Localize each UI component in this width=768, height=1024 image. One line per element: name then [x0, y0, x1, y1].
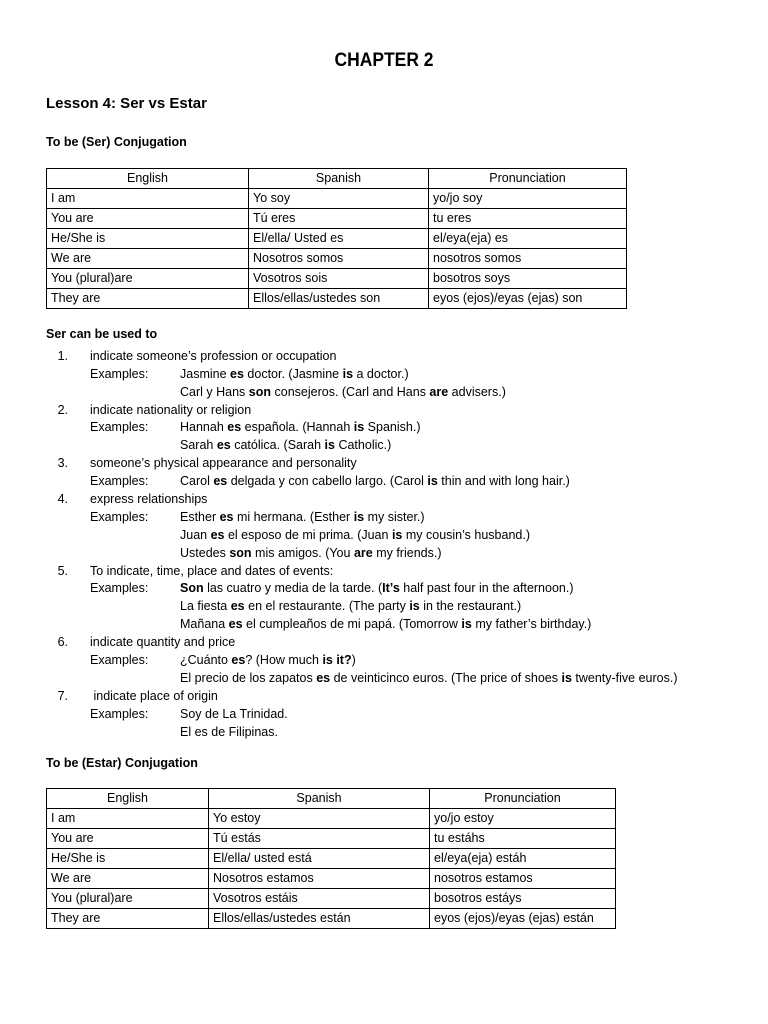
example-highlight: es: [219, 509, 234, 524]
cell-spanish: Ellos/ellas/ustedes están: [209, 909, 430, 929]
list-number: 6.: [57, 635, 68, 650]
examples-label: Examples:: [90, 653, 149, 668]
list-number: 3.: [57, 456, 68, 471]
header-spanish: Spanish: [209, 789, 430, 809]
estar-conjugation-table: [46, 788, 616, 929]
example-segment: Juan: [180, 527, 211, 542]
cell-spanish: El/ella/ usted está: [209, 849, 430, 869]
cell-spanish: Vosotros estáis: [209, 889, 430, 909]
example-highlight: es: [228, 617, 243, 632]
cell-pronunciation: el/eya(eja) estáh: [430, 849, 616, 869]
example-sentence: [180, 617, 591, 632]
example-segment: La fiesta: [180, 599, 231, 614]
table-row: [47, 249, 627, 269]
ser-uses-list: [46, 346, 746, 740]
example-segment: Carl y Hans: [180, 384, 249, 399]
example-segment: Mañana: [180, 617, 229, 632]
example-segment: el cumpleaños de mi papá. (Tomorrow: [242, 617, 462, 632]
cell-pronunciation: bosotros estáys: [430, 889, 616, 909]
examples-label: Examples:: [90, 706, 149, 721]
example-highlight: are: [429, 384, 449, 399]
example-highlight: is: [353, 509, 365, 524]
cell-english: We are: [47, 869, 209, 889]
example-row: [46, 614, 746, 632]
lesson-title: Lesson 4: Ser vs Estar: [46, 95, 207, 112]
examples-label: Examples:: [90, 509, 149, 524]
example-sentence: [180, 367, 409, 382]
cell-english: You (plural)are: [47, 889, 209, 909]
example-segment: in the restaurant.): [419, 599, 522, 614]
cell-pronunciation: eyos (ejos)/eyas (ejas) están: [430, 909, 616, 929]
example-sentence: [180, 707, 288, 722]
example-highlight: is: [324, 438, 335, 453]
list-item: [46, 489, 746, 507]
example-row: [46, 471, 746, 489]
example-segment: Sarah: [180, 438, 217, 453]
cell-pronunciation: tu eres: [429, 209, 627, 229]
example-row: [46, 382, 746, 400]
table-row: [47, 889, 616, 909]
example-row: [46, 650, 746, 668]
example-segment: en el restaurante. (The party: [244, 599, 410, 614]
example-highlight: is: [409, 599, 420, 614]
cell-pronunciation: nosotros estamos: [430, 869, 616, 889]
list-item: [46, 346, 746, 364]
table-row: [47, 289, 627, 309]
example-segment: a doctor.): [353, 366, 409, 381]
cell-english: You are: [47, 829, 209, 849]
header-english: English: [47, 789, 209, 809]
example-segment: twenty-five euros.): [571, 670, 678, 685]
table-row: [47, 229, 627, 249]
example-row: [46, 418, 746, 436]
table-row: [47, 869, 616, 889]
table-row: [47, 829, 616, 849]
example-sentence: [180, 385, 506, 400]
example-sentence: [180, 725, 278, 740]
chapter-title: CHAPTER 2: [334, 50, 434, 71]
example-segment: Spanish.): [364, 420, 421, 435]
cell-spanish: Yo soy: [249, 189, 429, 209]
example-segment: doctor. (Jasmine: [243, 366, 343, 381]
list-number: 4.: [57, 492, 68, 507]
list-item-text: indicate place of origin: [90, 688, 218, 703]
list-number: 1.: [57, 348, 68, 363]
cell-english: We are: [47, 249, 249, 269]
example-highlight: es: [213, 474, 228, 489]
example-segment: mi hermana. (Esther: [233, 509, 354, 524]
example-sentence: [180, 599, 521, 614]
example-sentence: [180, 581, 574, 596]
example-segment: Esther: [180, 509, 220, 524]
example-sentence: [180, 420, 420, 435]
list-number: 7.: [57, 688, 68, 703]
example-highlight: es: [230, 599, 245, 614]
examples-label: Examples:: [90, 366, 149, 381]
table-row: [47, 269, 627, 289]
example-segment: Hannah: [180, 420, 228, 435]
example-segment: El es de Filipinas.: [180, 724, 278, 739]
example-highlight: is: [461, 617, 472, 632]
cell-english: I am: [47, 809, 209, 829]
cell-pronunciation: bosotros soys: [429, 269, 627, 289]
example-row: [46, 722, 746, 740]
table-row: [47, 209, 627, 229]
cell-english: You are: [47, 209, 249, 229]
example-highlight: son: [248, 384, 272, 399]
cell-english: He/She is: [47, 229, 249, 249]
list-item: [46, 686, 746, 704]
example-sentence: [180, 474, 570, 489]
uses-title: Ser can be used to: [46, 327, 158, 341]
cell-spanish: Ellos/ellas/ustedes son: [249, 289, 429, 309]
example-sentence: [180, 671, 678, 686]
cell-english: You (plural)are: [47, 269, 249, 289]
cell-english: They are: [47, 909, 209, 929]
cell-pronunciation: tu estáhs: [430, 829, 616, 849]
estar-section-title: To be (Estar) Conjugation: [46, 756, 198, 770]
example-row: [46, 543, 746, 561]
header-english: English: [47, 169, 249, 189]
list-item: [46, 561, 746, 579]
cell-spanish: Nosotros somos: [249, 249, 429, 269]
example-row: [46, 435, 746, 453]
ser-conjugation-table: [46, 168, 627, 309]
examples-label: Examples:: [90, 474, 149, 489]
example-row: [46, 596, 746, 614]
example-sentence: [180, 528, 530, 543]
example-highlight: es: [316, 670, 331, 685]
example-sentence: [180, 546, 441, 561]
example-highlight: es: [230, 366, 244, 381]
table-row: [47, 809, 616, 829]
list-item-text: indicate quantity and price: [90, 635, 236, 650]
cell-pronunciation: yo/jo estoy: [430, 809, 616, 829]
example-segment: el esposo de mi prima. (Juan: [224, 527, 392, 542]
example-highlight: is: [342, 366, 354, 381]
example-row: [46, 525, 746, 543]
example-row: [46, 704, 746, 722]
example-segment: española. (Hannah: [241, 420, 354, 435]
header-spanish: Spanish: [249, 169, 429, 189]
cell-spanish: Tú eres: [249, 209, 429, 229]
table-row: [47, 849, 616, 869]
example-sentence: [180, 510, 425, 525]
example-highlight: es: [231, 653, 246, 668]
list-item-text: someone’s physical appearance and personality: [90, 456, 357, 471]
cell-pronunciation: yo/jo soy: [429, 189, 627, 209]
example-sentence: [180, 653, 356, 668]
list-number: 2.: [57, 402, 68, 417]
example-highlight: is: [353, 420, 365, 435]
cell-spanish: Tú estás: [209, 829, 430, 849]
example-segment: mis amigos. (You: [251, 545, 354, 560]
examples-label: Examples:: [90, 420, 149, 435]
example-row: [46, 668, 746, 686]
cell-spanish: Nosotros estamos: [209, 869, 430, 889]
cell-english: They are: [47, 289, 249, 309]
example-highlight: is: [561, 670, 572, 685]
example-highlight: es: [216, 438, 231, 453]
list-item-text: indicate nationality or religion: [90, 402, 252, 417]
example-segment: Jasmine: [180, 366, 231, 381]
example-highlight: is: [391, 527, 403, 542]
example-segment: my cousin’s husband.): [402, 527, 531, 542]
cell-spanish: Vosotros sois: [249, 269, 429, 289]
cell-pronunciation: eyos (ejos)/eyas (ejas) son: [429, 289, 627, 309]
example-segment: ¿Cuánto: [180, 653, 232, 668]
cell-pronunciation: nosotros somos: [429, 249, 627, 269]
example-segment: delgada y con cabello largo. (Carol: [227, 474, 428, 489]
example-highlight: son: [229, 545, 252, 560]
example-sentence: [180, 438, 391, 453]
example-highlight: es: [227, 420, 242, 435]
example-segment: my friends.): [372, 545, 442, 560]
examples-label: Examples:: [90, 581, 149, 596]
example-row: [46, 507, 746, 525]
table-row: [47, 909, 616, 929]
example-segment: católica. (Sarah: [230, 438, 325, 453]
example-highlight: It’s: [382, 581, 400, 596]
example-segment: Ustedes: [180, 545, 230, 560]
cell-spanish: El/ella/ Usted es: [249, 229, 429, 249]
example-highlight: es: [210, 527, 225, 542]
list-item-text: To indicate, time, place and dates of events:: [90, 563, 334, 578]
example-segment: ? (How much: [245, 653, 323, 668]
example-segment: de veinticinco euros. (The price of shoes: [330, 670, 562, 685]
table-header-row: [47, 169, 627, 189]
example-segment: my father’s birthday.): [471, 617, 592, 632]
list-item: [46, 632, 746, 650]
cell-pronunciation: el/eya(eja) es: [429, 229, 627, 249]
header-pronunciation: Pronunciation: [429, 169, 627, 189]
example-highlight: Son: [180, 581, 204, 596]
list-item: [46, 453, 746, 471]
table-row: [47, 189, 627, 209]
example-segment: thin and with long hair.): [437, 474, 570, 489]
example-segment: El precio de los zapatos: [180, 670, 317, 685]
cell-english: I am: [47, 189, 249, 209]
example-row: [46, 364, 746, 382]
example-row: [46, 579, 746, 597]
example-highlight: are: [353, 545, 373, 560]
example-segment: half past four in the afternoon.): [399, 581, 574, 596]
table-header-row: [47, 789, 616, 809]
list-number: 5.: [57, 563, 68, 578]
example-highlight: is it?: [322, 653, 352, 668]
example-segment: my sister.): [364, 509, 425, 524]
example-segment: consejeros. (Carl and Hans: [271, 384, 430, 399]
cell-spanish: Yo estoy: [209, 809, 430, 829]
example-segment: las cuatro y media de la tarde. (: [203, 581, 383, 596]
cell-english: He/She is: [47, 849, 209, 869]
list-item-text: indicate someone’s profession or occupation: [90, 348, 337, 363]
example-highlight: is: [427, 474, 438, 489]
header-pronunciation: Pronunciation: [430, 789, 616, 809]
list-item: [46, 400, 746, 418]
example-segment: ): [351, 653, 356, 668]
example-segment: Catholic.): [334, 438, 392, 453]
example-segment: advisers.): [448, 384, 506, 399]
example-segment: Carol: [180, 474, 214, 489]
list-item-text: express relationships: [90, 492, 208, 507]
ser-section-title: To be (Ser) Conjugation: [46, 135, 187, 149]
example-segment: Soy de La Trinidad.: [180, 706, 288, 721]
